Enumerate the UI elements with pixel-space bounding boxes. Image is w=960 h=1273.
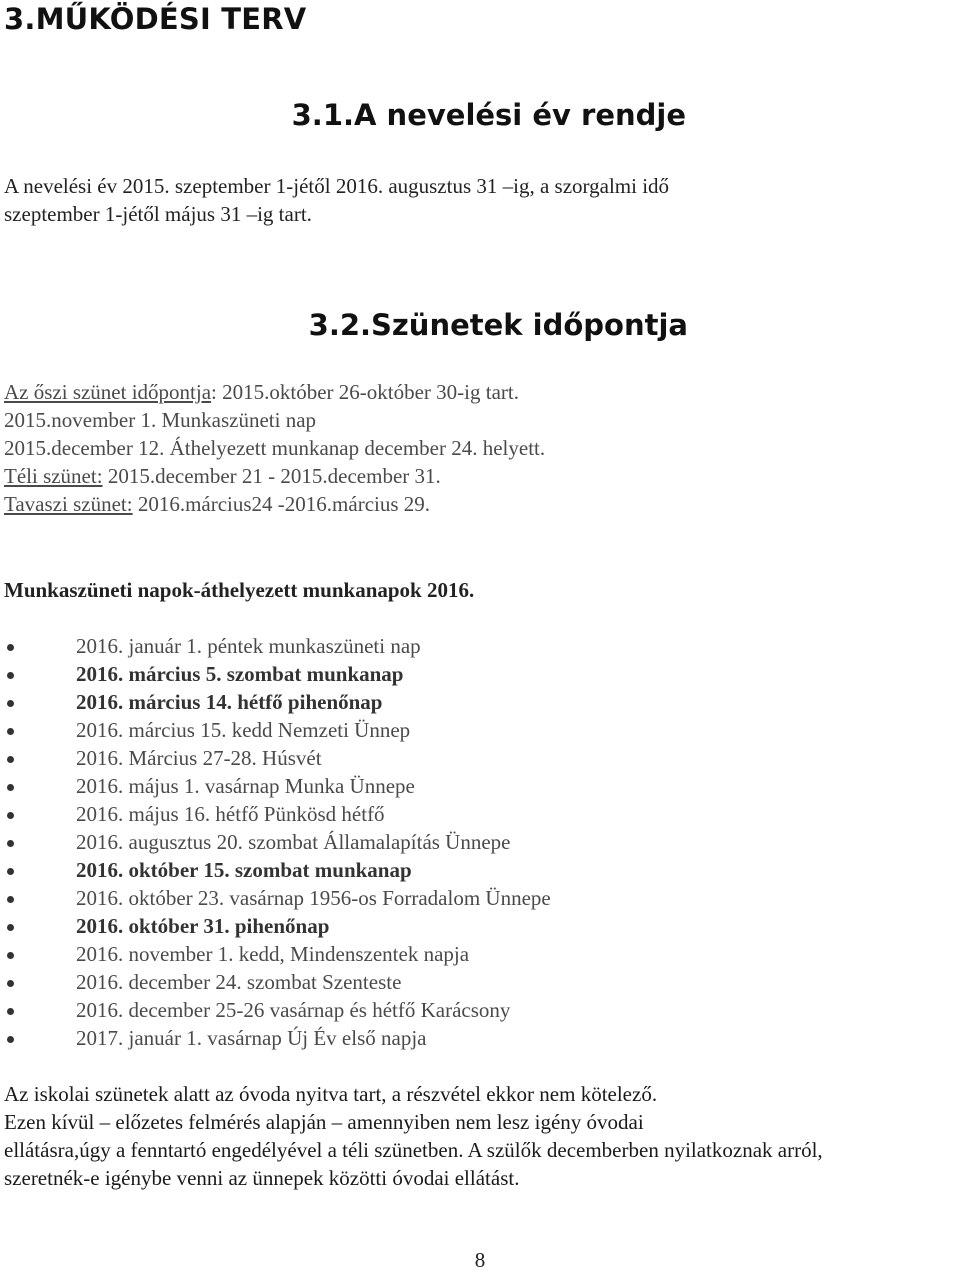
break-line [4,378,545,406]
bullet-icon [7,700,14,707]
holiday-text: 2016. január 1. péntek munkaszüneti nap [76,634,421,658]
break-line [4,434,545,462]
bullet-icon [7,784,14,791]
page-number: 8 [474,1248,486,1272]
holiday-text: 2016. október 23. vasárnap 1956-os Forradalom Ünnepe [76,886,551,910]
holiday-list-item [0,828,551,856]
holiday-list-item [0,884,551,912]
paragraph-line: szeretnék-e igénybe venni az ünnepek közötti óvodai ellátást. [4,1166,520,1190]
break-line-underlined: Téli szünet: [4,464,103,488]
holiday-text: 2016. december 24. szombat Szenteste [76,970,402,994]
holiday-list-item [0,660,551,688]
closing-paragraph [4,1080,823,1192]
holiday-list-item [0,632,551,660]
holiday-list-item [0,968,551,996]
section-heading-2: 3.2.Szünetek időpontja [308,308,688,342]
break-line-text: 2016.március24 -2016.március 29. [132,492,431,516]
holiday-list-item [0,996,551,1024]
holiday-text: 2016. december 25-26 vasárnap és hétfő Karácsony [76,998,511,1022]
holiday-text: 2016. október 31. pihenőnap [76,914,330,938]
holiday-list-item [0,688,551,716]
break-line-underlined: Tavaszi szünet: [4,492,133,516]
holiday-text: 2016. március 5. szombat munkanap [76,662,404,686]
break-line-text: 2015.november 1. Munkaszüneti nap [4,408,317,432]
holiday-text: 2016. március 15. kedd Nemzeti Ünnep [76,718,411,742]
breaks-list [4,378,545,518]
holiday-list-item [0,716,551,744]
holiday-list-item [0,1024,551,1052]
bullet-icon [7,1036,14,1043]
holiday-text: 2017. január 1. vasárnap Új Év első napja [76,1026,427,1050]
bullet-icon [7,756,14,763]
paragraph-line: Az iskolai szünetek alatt az óvoda nyitva tart, a részvétel ekkor nem kötelező. [4,1082,658,1106]
holiday-text: 2016. november 1. kedd, Mindenszentek napja [76,942,470,966]
break-line-underlined: Az őszi szünet időpontja [4,380,212,404]
bullet-icon [7,672,14,679]
holiday-list-item [0,912,551,940]
paragraph-line: szeptember 1-jétől május 31 –ig tart. [4,202,312,226]
holiday-list-item [0,744,551,772]
bullet-icon [7,728,14,735]
break-line-text: : 2015.október 26-október 30-ig tart. [211,380,519,404]
bullet-icon [7,868,14,875]
holiday-list-item [0,800,551,828]
school-year-paragraph [4,172,669,228]
holidays-list [0,632,551,1052]
paragraph-line: Ezen kívül – előzetes felmérés alapján – amennyiben nem lesz igény óvodai [4,1110,644,1134]
holidays-heading: Munkaszüneti napok-áthelyezett munkanapok 2016. [4,578,475,602]
holiday-text: 2016. Március 27-28. Húsvét [76,746,322,770]
bullet-icon [7,1008,14,1015]
holiday-text: 2016. május 1. vasárnap Munka Ünnepe [76,774,415,798]
bullet-icon [7,812,14,819]
bullet-icon [7,952,14,959]
holiday-text: 2016. május 16. hétfő Pünkösd hétfő [76,802,385,826]
bullet-icon [7,980,14,987]
bullet-icon [7,896,14,903]
section-heading-1: 3.1.A nevelési év rendje [291,98,686,132]
break-line-text: 2015.december 12. Áthelyezett munkanap december 24. helyett. [4,436,546,460]
break-line-text: 2015.december 21 - 2015.december 31. [102,464,441,488]
paragraph-line: ellátásra,úgy a fenntartó engedélyével a téli szünetben. A szülők decemberben nyilatkoznak arról, [4,1138,823,1162]
holiday-text: 2016. október 15. szombat munkanap [76,858,412,882]
holiday-list-item [0,772,551,800]
bullet-icon [7,644,14,651]
break-line [4,490,545,518]
bullet-icon [7,924,14,931]
chapter-heading: 3.MŰKÖDÉSI TERV [4,2,307,36]
holiday-text: 2016. március 14. hétfő pihenőnap [76,690,383,714]
paragraph-line: A nevelési év 2015. szeptember 1-jétől 2016. augusztus 31 –ig, a szorgalmi idő [4,174,670,198]
holiday-list-item [0,940,551,968]
holiday-text: 2016. augusztus 20. szombat Államalapítás Ünnepe [76,830,511,854]
break-line [4,406,545,434]
break-line [4,462,545,490]
holiday-list-item [0,856,551,884]
bullet-icon [7,840,14,847]
